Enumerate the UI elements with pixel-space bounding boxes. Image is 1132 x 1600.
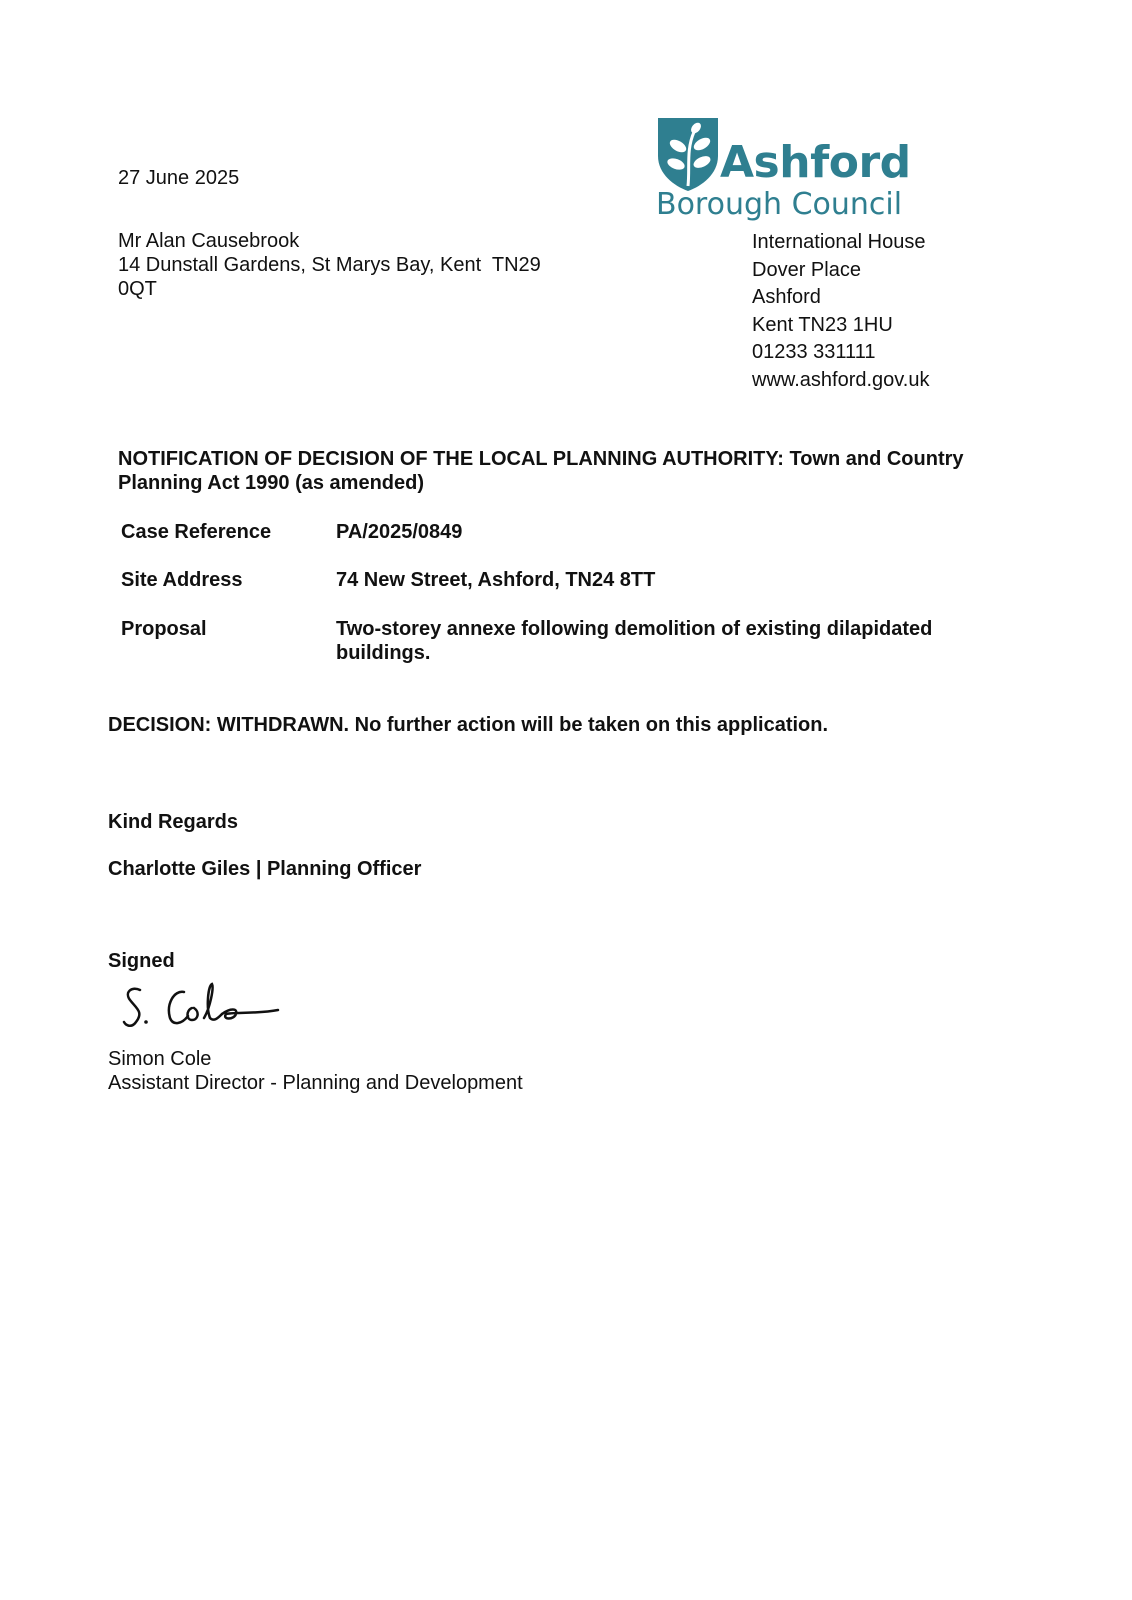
- council-website: www.ashford.gov.uk: [752, 368, 930, 391]
- letter-date: 27 June 2025: [118, 167, 240, 189]
- council-address-line-2: Dover Place: [752, 258, 861, 281]
- proposal-value: Two-storey annexe following demolition of existing dilapidated buildings.: [336, 618, 933, 664]
- handwritten-signature: [118, 978, 298, 1038]
- closing-regards: Kind Regards: [108, 811, 239, 833]
- notification-heading: NOTIFICATION OF DECISION OF THE LOCAL PLANNING AUTHORITY: Town and Country Planning Act 1990 (as amended): [118, 448, 964, 494]
- case-reference-label: Case Reference: [121, 521, 272, 543]
- council-phone: 01233 331111: [752, 341, 876, 363]
- decision-statement: DECISION: WITHDRAWN. No further action will be taken on this application.: [108, 714, 829, 736]
- recipient-address-line-2: 0QT: [118, 278, 157, 300]
- logo-wordmark: Ashford: [720, 137, 911, 188]
- recipient-address-line-1: 14 Dunstall Gardens, St Marys Bay, Kent TN29: [118, 254, 541, 276]
- signed-label: Signed: [108, 950, 175, 972]
- signatory: [108, 1047, 523, 1095]
- council-address-line-3: Ashford: [752, 286, 821, 308]
- signatory-title: Assistant Director - Planning and Development: [108, 1072, 523, 1094]
- shield-leaf-icon: [656, 116, 720, 192]
- council-logo: [656, 116, 911, 224]
- signatory-name: Simon Cole: [108, 1048, 212, 1070]
- site-address-label: Site Address: [121, 569, 243, 591]
- recipient-address: [118, 229, 541, 301]
- case-reference-value: PA/2025/0849: [336, 521, 463, 543]
- council-address: [752, 229, 930, 394]
- council-address-line-1: International House: [752, 231, 926, 253]
- site-address-value: 74 New Street, Ashford, TN24 8TT: [336, 569, 656, 591]
- planning-officer: Charlotte Giles | Planning Officer: [108, 858, 422, 880]
- recipient-name: Mr Alan Causebrook: [118, 230, 300, 252]
- logo-subword: Borough Council: [656, 187, 903, 222]
- council-address-line-4: Kent TN23 1HU: [752, 313, 893, 336]
- proposal-label: Proposal: [121, 618, 207, 640]
